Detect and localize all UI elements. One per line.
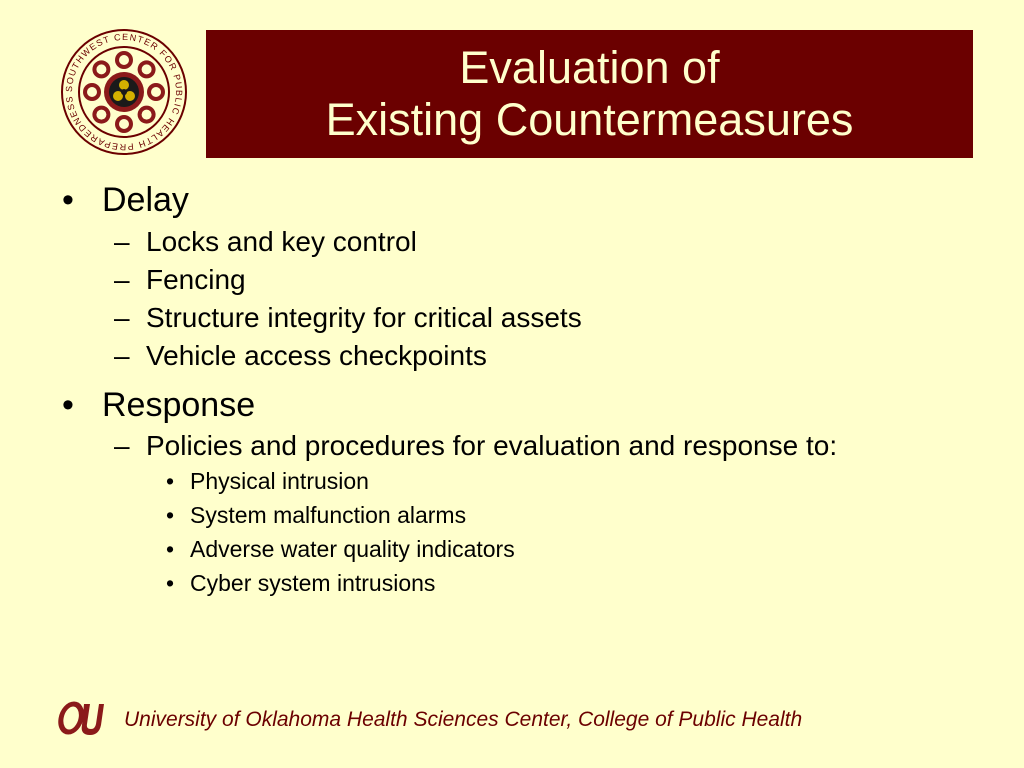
seal-text: SOUTHWEST CENTER FOR PUBLIC HEALTH PREPAREDNESS <box>63 31 185 153</box>
bullet-marker: • <box>62 386 74 424</box>
bullet-marker: • <box>166 468 175 494</box>
dash-marker: – <box>114 264 130 295</box>
sub-bullet <box>62 263 962 297</box>
sub-bullet <box>62 301 962 335</box>
bullet-delay <box>62 178 962 222</box>
sub-bullet-label: Policies and procedures for evaluation and response to: <box>146 430 838 461</box>
bullet-label: Response <box>102 386 256 424</box>
sub-bullet <box>62 430 966 462</box>
bullet-marker: • <box>166 536 175 562</box>
footer-text: University of Oklahoma Health Sciences Center, College of Public Health <box>124 708 803 731</box>
dash-marker: – <box>114 430 130 461</box>
bullet-label: Delay <box>102 181 189 219</box>
sub-sub-bullet <box>62 500 962 531</box>
sub-bullet-label: Vehicle access checkpoints <box>146 340 487 371</box>
slide-title-line-2: Existing Countermeasures <box>325 94 854 145</box>
biohazard-seal-icon <box>60 28 188 156</box>
bullet-response <box>62 383 962 427</box>
sub-bullet <box>62 225 962 259</box>
slide-title-line-1: Evaluation of <box>459 42 720 93</box>
sub-bullet <box>62 339 962 373</box>
sub-bullet-label: Structure integrity for critical assets <box>146 302 582 333</box>
slide-content <box>62 178 962 599</box>
dash-marker: – <box>114 226 130 257</box>
sub-sub-bullet-label: Adverse water quality indicators <box>190 536 515 562</box>
sub-sub-bullet <box>62 534 962 565</box>
bullet-marker: • <box>166 502 175 528</box>
dash-marker: – <box>114 340 130 371</box>
sub-bullet-label: Fencing <box>146 264 246 295</box>
sub-bullet-label: Locks and key control <box>146 226 417 257</box>
sub-sub-bullet <box>62 466 962 497</box>
dash-marker: – <box>114 302 130 333</box>
sub-sub-bullet-label: Cyber system intrusions <box>190 570 436 596</box>
ou-logo-icon <box>58 696 104 742</box>
sub-sub-bullet <box>62 568 962 599</box>
bullet-marker: • <box>62 181 74 219</box>
sub-sub-bullet-label: System malfunction alarms <box>190 502 467 528</box>
title-banner <box>206 30 973 158</box>
bullet-marker: • <box>166 570 175 596</box>
sub-sub-bullet-label: Physical intrusion <box>190 468 369 494</box>
